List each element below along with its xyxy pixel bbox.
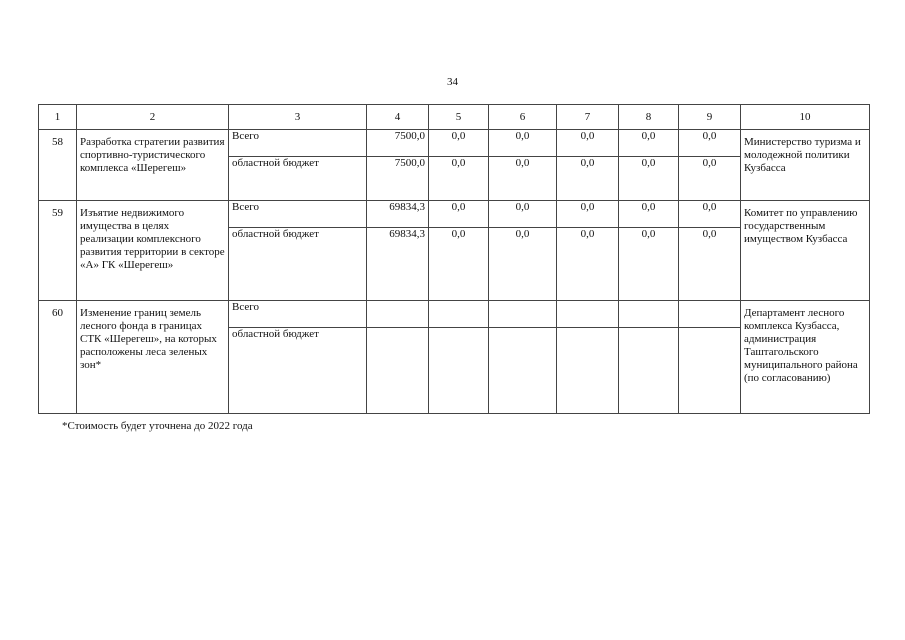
column-header: 9 xyxy=(679,105,741,130)
funding-source: Всего xyxy=(229,301,367,328)
value-cell: 0,0 xyxy=(679,130,741,157)
executor: Министерство туризма и молодежной политики Кузбасса xyxy=(741,130,870,201)
column-header: 2 xyxy=(77,105,229,130)
value-cell: 69834,3 xyxy=(367,228,429,301)
value-cell: 0,0 xyxy=(557,228,619,301)
value-cell xyxy=(679,328,741,414)
table-row xyxy=(39,201,870,228)
funding-source: Всего xyxy=(229,201,367,228)
value-cell xyxy=(489,301,557,328)
column-header: 7 xyxy=(557,105,619,130)
row-number: 60 xyxy=(39,301,77,414)
value-cell: 0,0 xyxy=(429,201,489,228)
column-header: 1 xyxy=(39,105,77,130)
value-cell xyxy=(619,328,679,414)
value-cell xyxy=(619,301,679,328)
row-number: 58 xyxy=(39,130,77,201)
value-cell: 0,0 xyxy=(619,228,679,301)
value-cell xyxy=(367,301,429,328)
row-number: 59 xyxy=(39,201,77,301)
value-cell: 69834,3 xyxy=(367,201,429,228)
funding-source: областной бюджет xyxy=(229,328,367,414)
header-row xyxy=(39,105,870,130)
value-cell xyxy=(367,328,429,414)
executor: Департамент лесного комплекса Кузбасса, администрация Таштагольского муниципального района (по согласованию) xyxy=(741,301,870,414)
column-header: 4 xyxy=(367,105,429,130)
value-cell: 0,0 xyxy=(557,201,619,228)
funding-source: областной бюджет xyxy=(229,157,367,201)
column-header: 10 xyxy=(741,105,870,130)
value-cell xyxy=(429,301,489,328)
measure-name: Разработка стратегии развития спортивно-туристического комплекса «Шерегеш» xyxy=(77,130,229,201)
value-cell: 0,0 xyxy=(557,130,619,157)
value-cell: 0,0 xyxy=(429,228,489,301)
value-cell: 0,0 xyxy=(557,157,619,201)
table-row xyxy=(39,130,870,157)
value-cell: 0,0 xyxy=(679,201,741,228)
value-cell: 0,0 xyxy=(429,157,489,201)
value-cell: 7500,0 xyxy=(367,157,429,201)
value-cell: 7500,0 xyxy=(367,130,429,157)
value-cell: 0,0 xyxy=(679,228,741,301)
value-cell: 0,0 xyxy=(489,228,557,301)
page-number: 34 xyxy=(447,76,458,88)
measure-name: Изменение границ земель лесного фонда в границах СТК «Шерегеш», на которых расположены леса зеленых зон* xyxy=(77,301,229,414)
column-header: 3 xyxy=(229,105,367,130)
value-cell xyxy=(429,328,489,414)
funding-source: Всего xyxy=(229,130,367,157)
value-cell xyxy=(489,328,557,414)
program-table xyxy=(38,104,870,414)
column-header: 8 xyxy=(619,105,679,130)
value-cell: 0,0 xyxy=(489,130,557,157)
table-row xyxy=(39,301,870,328)
value-cell: 0,0 xyxy=(429,130,489,157)
value-cell: 0,0 xyxy=(619,157,679,201)
column-header: 6 xyxy=(489,105,557,130)
measure-name: Изъятие недвижимого имущества в целях реализации комплексного развития территории в секторе «А» ГК «Шерегеш» xyxy=(77,201,229,301)
value-cell: 0,0 xyxy=(619,201,679,228)
value-cell xyxy=(557,301,619,328)
value-cell: 0,0 xyxy=(489,157,557,201)
value-cell xyxy=(679,301,741,328)
footnote: *Стоимость будет уточнена до 2022 года xyxy=(62,420,253,432)
value-cell: 0,0 xyxy=(489,201,557,228)
funding-source: областной бюджет xyxy=(229,228,367,301)
value-cell: 0,0 xyxy=(619,130,679,157)
value-cell: 0,0 xyxy=(679,157,741,201)
executor: Комитет по управлению государственным имуществом Кузбасса xyxy=(741,201,870,301)
value-cell xyxy=(557,328,619,414)
column-header: 5 xyxy=(429,105,489,130)
